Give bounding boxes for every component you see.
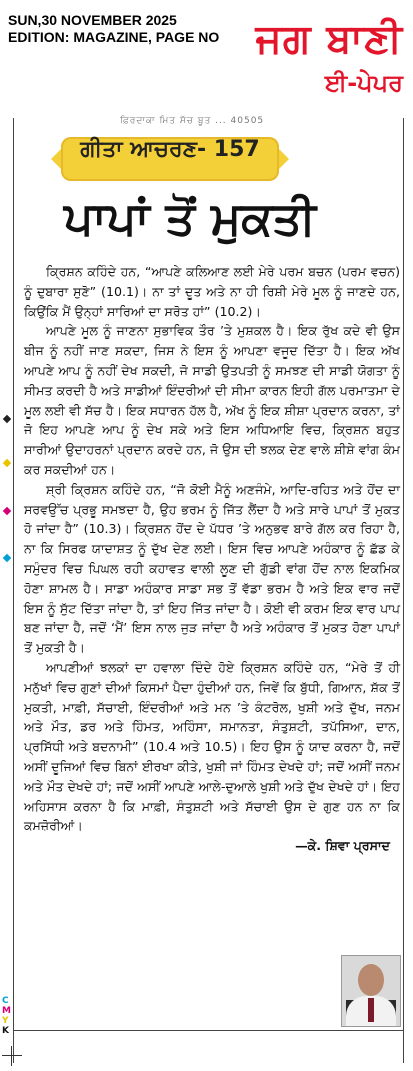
column-border-right [403, 118, 404, 1063]
logo-main-text: ਜਗ ਬਾਣੀ [255, 16, 403, 62]
article-body [24, 262, 400, 856]
epaper-header [0, 0, 413, 120]
cmyk-c: C [2, 996, 9, 1006]
date-line: SUN,30 NOVEMBER 2025 [8, 12, 177, 28]
logo-sub-text: ਈ-ਪੇਪਰ [324, 69, 403, 97]
series-banner [61, 137, 279, 181]
article-paragraph: ਕ੍ਰਿਸ਼ਨ ਕਹਿੰਦੇ ਹਨ, “ਆਪਣੇ ਕਲਿਆਣ ਲਈ ਮੇਰੇ ਪਰਮ ਬਚਨ (ਪਰਮ ਵਚਨ) ਨੂੰ ਦੁਬਾਰਾ ਸੁਣੋ” (10.1)। ਨਾ ਤਾਂ ਦੂਤ ਅਤੇ ਨਾ ਹੀ ਰਿਸ਼ੀ ਮੇਰੇ ਮੂਲ ਨੂੰ ਜਾਣਦੇ ਹਨ, ਕਿਉਂਕਿ ਮੈਂ ਉਨ੍ਹਾਂ ਸਾਰਿਆਂ ਦਾ ਸਰੋਤ ਹਾਂ” (10.2)। [24, 264, 400, 319]
article-paragraph: ਆਪਣੀਆਂ ਝਲਕਾਂ ਦਾ ਹਵਾਲਾ ਦਿੰਦੇ ਹੋਏ ਕ੍ਰਿਸ਼ਨ ਕਹਿੰਦੇ ਹਨ, “ਮੇਰੇ ਤੋਂ ਹੀ ਮਨੁੱਖਾਂ ਵਿਚ ਗੁਣਾਂ ਦੀਆਂ ਕਿਸਮਾਂ ਪੈਦਾ ਹੁੰਦੀਆਂ ਹਨ, ਜਿਵੇਂ ਕਿ ਬੁੱਧੀ, ਗਿਆਨ, ਸ਼ੱਕ ਤੋਂ ਮੁਕਤੀ, ਮਾਫ਼ੀ, ਸੱਚਾਈ, ਇੰਦਰੀਆਂ ਅਤੇ ਮਨ ’ਤੇ ਕੰਟਰੋਲ, ਖੁਸ਼ੀ ਅਤੇ ਦੁੱਖ, ਜਨਮ ਅਤੇ ਮੌਤ, ਡਰ ਅਤੇ ਹਿੰਮਤ, ਅਹਿੰਸਾ, ਸਮਾਨਤਾ, ਸੰਤੁਸ਼ਟੀ, ਤਪੱਸਿਆ, ਦਾਨ, ਪ੍ਰਸਿੱਧੀ ਅਤੇ ਬਦਨਾਮੀ” (10.4 ਅਤੇ 10.5)। ਇਹ ਉਸ ਨੂੰ ਯਾਦ ਕਰਨਾ ਹੈ, ਜਦੋਂ ਅਸੀਂ ਦੂਜਿਆਂ ਵਿਚ ਬਿਨਾਂ ਈਰਖਾ ਕੀਤੇ, ਖੁਸ਼ੀ ਜਾਂ ਹਿੰਮਤ ਦੇਖਦੇ ਹਾਂ; ਜਦੋਂ ਅਸੀਂ ਜਨਮ ਅਤੇ ਮੌਤ ਦੇਖਦੇ ਹਾਂ; ਜਦੋਂ ਅਸੀਂ ਆਪਣੇ ਆਲੇ-ਦੁਆਲੇ ਖੁਸ਼ੀ ਅਤੇ ਦੁੱਖ ਦੇਖਦੇ ਹਾਂ। ਇਹ ਅਹਿਸਾਸ ਕਰਨਾ ਹੈ ਕਿ ਮਾਫ਼ੀ, ਸੰਤੁਸ਼ਟੀ ਅਤੇ ਸੱਚਾਈ ਉਸ ਦੇ ਗੁਣ ਹਨ ਨਾ ਕਿ ਕਮਜ਼ੋਰੀਆਂ। [24, 659, 400, 834]
cmyk-y: Y [2, 1016, 9, 1026]
edition-line: EDITION: MAGAZINE, PAGE NO [8, 29, 220, 45]
photo-face [358, 964, 384, 996]
cmyk-m: M [2, 1006, 11, 1016]
article-headline: ਪਾਪਾਂ ਤੋਂ ਮੁਕਤੀ [64, 191, 316, 245]
photo-tie [368, 998, 374, 1022]
print-mark-diamond [3, 554, 11, 562]
cmyk-color-bar [2, 996, 12, 1036]
cropped-previous-text: ਫ਼ਿਰਦਾਕਾ ਮਿਤ ਸੱਚ ਬੂਤ ... 40505 [120, 116, 265, 126]
cmyk-k: K [2, 1026, 9, 1036]
author-photo [341, 955, 401, 1027]
series-label: ਗੀਤਾ ਆਚਰਣ- 157 [80, 137, 260, 162]
article-paragraph: ਆਪਣੇ ਮੂਲ ਨੂੰ ਜਾਣਨਾ ਸੁਭਾਵਿਕ ਤੌਰ ’ਤੇ ਮੁਸ਼ਕਲ ਹੈ। ਇਕ ਰੁੱਖ ਕਦੇ ਵੀ ਉਸ ਬੀਜ ਨੂੰ ਨਹੀਂ ਜਾਣ ਸਕਦਾ, ਜਿਸ ਨੇ ਇਸ ਨੂੰ ਆਪਣਾ ਵਜੂਦ ਦਿੱਤਾ ਹੈ। ਇਕ ਅੱਖ ਆਪਣੇ ਆਪ ਨੂੰ ਨਹੀਂ ਦੇਖ ਸਕਦੀ, ਜੋ ਸਾਡੀ ਉਤਪਤੀ ਨੂੰ ਸਮਝਣ ਦੀ ਸਾਡੀ ਯੋਗਤਾ ਨੂੰ ਸੀਮਤ ਕਰਦੀ ਹੈ ਅਤੇ ਸਾਡੀਆਂ ਇੰਦਰੀਆਂ ਦੀ ਸੀਮਾ ਕਾਰਨ ਇਹੀ ਗੱਲ ਪਰਮਾਤਮਾ ਦੇ ਮੂਲ ਲਈ ਵੀ ਸੱਚ ਹੈ। ਇਕ ਸਧਾਰਨ ਹੱਲ ਹੈ, ਅੱਖ ਨੂੰ ਇਕ ਸ਼ੀਸ਼ਾ ਪ੍ਰਦਾਨ ਕਰਨਾ, ਤਾਂ ਜੋ ਇਹ ਆਪਣੇ ਆਪ ਨੂੰ ਦੇਖ ਸਕੇ ਅਤੇ ਇਸ ਅਧਿਆਇ ਵਿਚ, ਕ੍ਰਿਸ਼ਨ ਬਹੁਤ ਸਾਰੀਆਂ ਉਦਾਹਰਨਾਂ ਪ੍ਰਦਾਨ ਕਰਦੇ ਹਨ, ਜੋ ਉਸ ਦੀ ਝਲਕ ਦੇਣ ਵਾਲੇ ਸ਼ੀਸ਼ੇ ਵਾਂਗ ਕੰਮ ਕਰ ਸਕਦੀਆਂ ਹਨ। [24, 323, 400, 477]
print-mark-diamond [3, 507, 11, 515]
column-border-left [13, 118, 14, 1063]
registration-mark [2, 1046, 22, 1066]
author-byline: —ਕੇ. ਸ਼ਿਵਾ ਪ੍ਰਸਾਦ [295, 838, 390, 854]
print-mark-diamond [3, 459, 11, 467]
edition-info [8, 12, 219, 46]
print-mark-diamond [3, 415, 11, 423]
column-border-bottom [13, 1030, 403, 1031]
jag-bani-logo [256, 16, 403, 98]
article-paragraph: ਸ਼੍ਰੀ ਕ੍ਰਿਸ਼ਨ ਕਹਿੰਦੇ ਹਨ, “ਜੋ ਕੋਈ ਮੈਨੂੰ ਅਣਜੰਮੇ, ਆਦਿ-ਰਹਿਤ ਅਤੇ ਹੋਂਦ ਦਾ ਸਰਵਉੱਚ ਪ੍ਰਭੂ ਸਮਝਦਾ ਹੈ, ਉਹ ਭਰਮ ਨੂੰ ਜਿੱਤ ਲੈਂਦਾ ਹੈ ਅਤੇ ਸਾਰੇ ਪਾਪਾਂ ਤੋਂ ਮੁਕਤ ਹੋ ਜਾਂਦਾ ਹੈ” (10.3)। ਕ੍ਰਿਸ਼ਨ ਹੋਂਦ ਦੇ ਪੱਧਰ ’ਤੇ ਅਨੁਭਵ ਬਾਰੇ ਗੱਲ ਕਰ ਰਿਹਾ ਹੈ, ਨਾ ਕਿ ਸਿਰਫ ਯਾਦਾਸ਼ਤ ਨੂੰ ਦੁੱਖ ਦੇਣ ਲਈ। ਇਸ ਵਿਚ ਆਪਣੇ ਅਹੰਕਾਰ ਨੂੰ ਛੱਡ ਕੇ ਸਮੁੰਦਰ ਵਿਚ ਪਿਘਲ ਰਹੀ ਕਹਾਵਤ ਵਾਲੀ ਲੂਣ ਦੀ ਗੁੱਡੀ ਵਾਂਗ ਹੋਂਦ ਨਾਲ ਇਕਮਿਕ ਹੋਣਾ ਸ਼ਾਮਲ ਹੈ। ਸਾਡਾ ਅਹੰਕਾਰ ਸਾਡਾ ਸਭ ਤੋਂ ਵੱਡਾ ਭਰਮ ਹੈ ਅਤੇ ਇਕ ਵਾਰ ਜਦੋਂ ਇਸ ਨੂੰ ਸੁੱਟ ਦਿੱਤਾ ਜਾਂਦਾ ਹੈ, ਤਾਂ ਇਹ ਜਿੱਤ ਜਾਂਦਾ ਹੈ। ਕੋਈ ਵੀ ਕਰਮ ਇਕ ਵਾਰ ਪਾਪ ਬਣ ਜਾਂਦਾ ਹੈ, ਜਦੋਂ ‘ਮੈਂ’ ਇਸ ਨਾਲ ਜੁੜ ਜਾਂਦਾ ਹੈ ਅਤੇ ਅਹੰਕਾਰ ਤੋਂ ਮੁਕਤ ਹੋਣਾ ਪਾਪਾਂ ਤੋਂ ਮੁਕਤੀ ਹੈ। [24, 481, 400, 656]
